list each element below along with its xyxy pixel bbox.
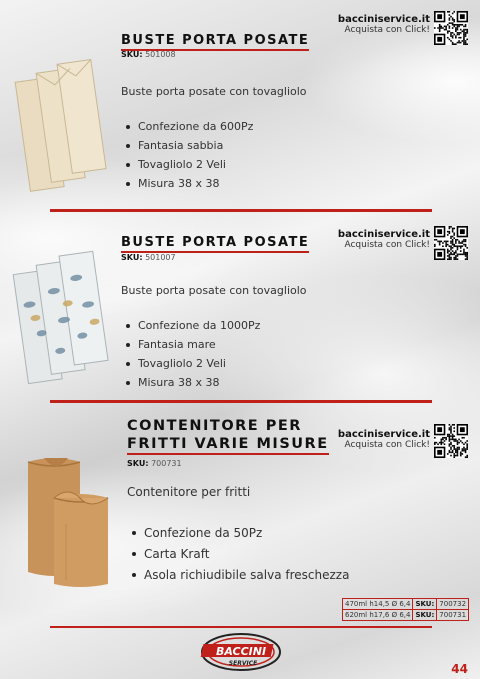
variant-sku: 700731 <box>437 610 469 621</box>
brand-link-box[interactable] <box>334 429 430 450</box>
brand-cta: Acquista con Click! <box>344 440 430 450</box>
feature-item: Tovagliolo 2 Veli <box>122 155 253 174</box>
product-title-line: BUSTE PORTA POSATE <box>121 235 310 250</box>
feature-item: Carta Kraft <box>128 544 349 565</box>
sku-value: 501007 <box>145 253 176 262</box>
feature-item: Misura 38 x 38 <box>122 174 253 193</box>
product-features <box>122 117 253 193</box>
variant-spec: 620ml h17,6 Ø 6,4 <box>343 610 413 621</box>
brand-url[interactable]: bacciniservice.it <box>337 14 430 25</box>
brand-link-box[interactable] <box>334 14 430 35</box>
product-section-3 <box>0 405 480 625</box>
brand-link-box[interactable] <box>334 229 430 250</box>
product-description: Buste porta posate con tovagliolo <box>121 284 307 297</box>
variant-row <box>343 610 469 621</box>
logo-name: BACCINI <box>215 645 267 658</box>
feature-item: Fantasia sabbia <box>122 136 253 155</box>
brand-cta: Acquista con Click! <box>344 240 430 250</box>
product-image-sabbia <box>14 58 114 198</box>
qr-code-icon[interactable] <box>434 424 468 458</box>
product-section-1 <box>0 0 480 215</box>
feature-item: Asola richiudibile salva freschezza <box>128 565 349 586</box>
product-section-2 <box>0 215 480 405</box>
variant-sku: 700732 <box>437 599 469 610</box>
product-title-line: CONTENITORE PER <box>127 418 302 434</box>
product-image-mare <box>12 250 116 390</box>
product-title <box>121 33 309 51</box>
section-divider <box>50 400 432 403</box>
variant-sku-label: SKU: <box>413 599 437 610</box>
product-title-line: FRITTI VARIE MISURE <box>127 436 329 453</box>
product-title <box>127 417 329 455</box>
feature-item: Confezione da 600Pz <box>122 117 253 136</box>
logo-sub: SERVICE <box>228 660 258 667</box>
qr-code-icon[interactable] <box>434 226 468 260</box>
product-title <box>121 235 309 253</box>
brand-url[interactable]: bacciniservice.it <box>337 229 430 240</box>
feature-item: Misura 38 x 38 <box>122 373 260 392</box>
section-divider <box>50 209 432 212</box>
feature-item: Confezione da 50Pz <box>128 523 349 544</box>
page-number: 44 <box>451 662 468 676</box>
brand-cta: Acquista con Click! <box>344 25 430 35</box>
variant-sku-label: SKU: <box>413 610 437 621</box>
product-features <box>122 316 260 392</box>
sku-line <box>121 50 176 59</box>
feature-item: Fantasia mare <box>122 335 260 354</box>
product-features <box>128 523 349 586</box>
product-description: Contenitore per fritti <box>127 485 251 499</box>
variant-spec: 470ml h14,5 Ø 6,4 <box>343 599 413 610</box>
sku-label: SKU: <box>127 459 149 468</box>
sku-label: SKU: <box>121 50 143 59</box>
sku-value: 700731 <box>151 459 182 468</box>
product-image-contenitore <box>14 440 120 590</box>
feature-item: Confezione da 1000Pz <box>122 316 260 335</box>
product-title-line: BUSTE PORTA POSATE <box>121 33 310 48</box>
sku-label: SKU: <box>121 253 143 262</box>
qr-code-icon[interactable] <box>434 11 468 45</box>
product-description: Buste porta posate con tovagliolo <box>121 85 307 98</box>
sku-line <box>127 459 182 468</box>
sku-value: 501008 <box>145 50 176 59</box>
baccini-service-logo[interactable] <box>200 632 282 672</box>
variant-row <box>343 599 469 610</box>
brand-url[interactable]: bacciniservice.it <box>337 429 430 440</box>
footer-divider <box>50 626 432 628</box>
sku-line <box>121 253 176 262</box>
variant-table <box>342 598 469 621</box>
feature-item: Tovagliolo 2 Veli <box>122 354 260 373</box>
